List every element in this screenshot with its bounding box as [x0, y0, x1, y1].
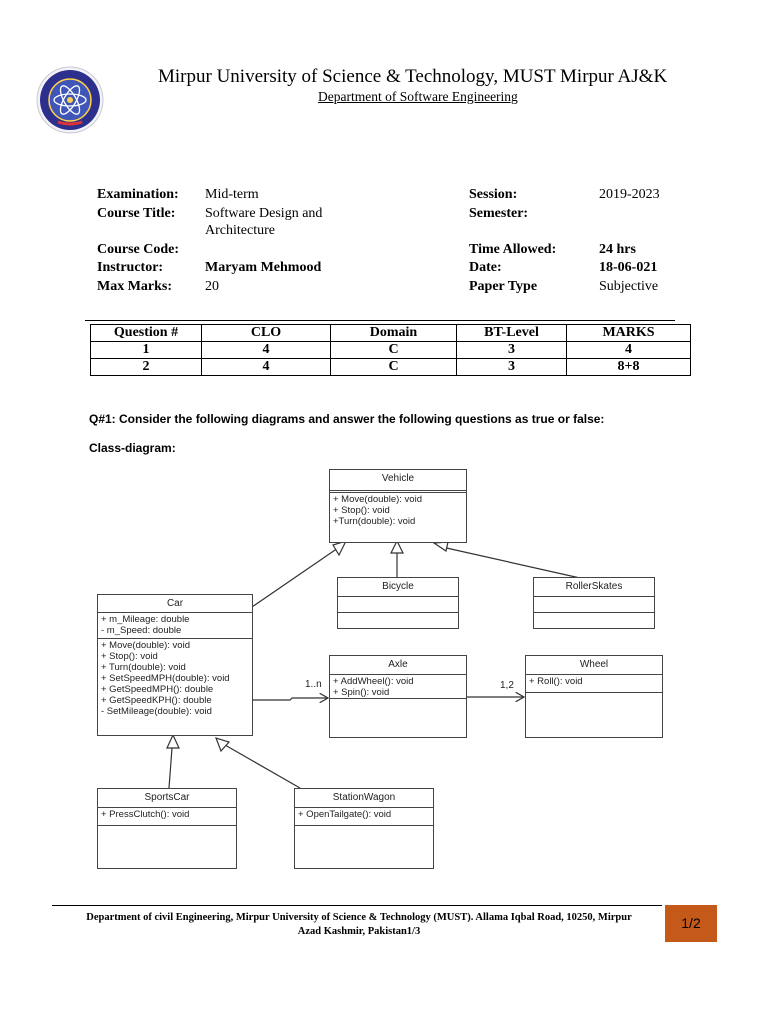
- question-1-text: Q#1: Consider the following diagrams and answer the following questions as true or false:: [89, 412, 605, 426]
- operation: + Roll(): void: [529, 676, 583, 687]
- operation: + Turn(double): void: [101, 662, 186, 673]
- operations-section: [330, 675, 466, 699]
- header-question: Question #: [91, 325, 202, 342]
- operation: + GetSpeedMPH(): double: [101, 684, 214, 695]
- class-name: Bicycle: [338, 578, 458, 597]
- operation: + Move(double): void: [101, 640, 190, 651]
- operation: + Spin(): void: [333, 687, 390, 698]
- course-title-value-line2: Architecture: [205, 223, 275, 238]
- attribute: + m_Mileage: double: [101, 614, 190, 625]
- operation: + Stop(): void: [333, 505, 390, 516]
- multiplicity-car-axle: 1..n: [305, 679, 322, 690]
- class-car: [97, 594, 253, 736]
- header-marks: MARKS: [567, 325, 691, 342]
- class-vehicle: [329, 469, 467, 543]
- class-name: Axle: [330, 656, 466, 675]
- operation: + AddWheel(): void: [333, 676, 414, 687]
- footer-line-1: Department of civil Engineering, Mirpur University of Science & Technology (MUST). Allama Iqbal Road, 10250, Mirpur: [86, 912, 632, 923]
- class-name: RollerSkates: [534, 578, 654, 597]
- cell-clo: 4: [202, 359, 331, 376]
- generalization-stationwagon-car: [225, 745, 300, 788]
- class-name: StationWagon: [295, 789, 433, 808]
- page-number-badge: 1/2: [665, 905, 717, 942]
- max-marks-value: 20: [205, 279, 219, 294]
- class-wheel: [525, 655, 663, 738]
- attributes-section: [98, 613, 252, 639]
- generalization-rollerskates-vehicle: [442, 547, 580, 578]
- class-name: Vehicle: [330, 470, 466, 491]
- class-sportscar: [97, 788, 237, 869]
- empty-section: [98, 826, 236, 859]
- empty-section: [526, 693, 662, 726]
- operations-section: [534, 613, 654, 628]
- class-axle: [329, 655, 467, 738]
- operation: + GetSpeedKPH(): double: [101, 695, 212, 706]
- session-label: Session:: [469, 187, 518, 202]
- operation: + OpenTailgate(): void: [298, 809, 392, 820]
- association-car-axle: [252, 698, 328, 700]
- operation: + Stop(): void: [101, 651, 158, 662]
- class-bicycle: [337, 577, 459, 629]
- session-value: 2019-2023: [599, 187, 660, 202]
- cell-domain: C: [331, 359, 457, 376]
- cell-marks: 8+8: [567, 359, 691, 376]
- course-title-value-line1: Software Design and: [205, 206, 323, 221]
- course-code-label: Course Code:: [97, 242, 180, 257]
- operation: - SetMileage(double): void: [101, 706, 212, 717]
- cell-bt-level: 3: [457, 342, 567, 359]
- cell-domain: C: [331, 342, 457, 359]
- semester-label: Semester:: [469, 206, 529, 221]
- generalization-sportscar-car: [169, 748, 172, 788]
- multiplicity-axle-wheel: 1,2: [500, 680, 514, 691]
- operations-section: [338, 613, 458, 628]
- cell-question: 1: [91, 342, 202, 359]
- time-allowed-value: 24 hrs: [599, 242, 636, 257]
- paper-type-label: Paper Type: [469, 279, 538, 294]
- class-name: SportsCar: [98, 789, 236, 808]
- operations-section: [330, 493, 466, 529]
- operations-section: [526, 675, 662, 693]
- attribute: - m_Speed: double: [101, 625, 182, 636]
- inheritance-arrowhead: [434, 542, 448, 551]
- empty-section: [330, 699, 466, 722]
- operations-section: [98, 808, 236, 826]
- inheritance-arrowhead: [167, 735, 179, 748]
- class-name: Wheel: [526, 656, 662, 675]
- date-label: Date:: [469, 260, 502, 275]
- attributes-section: [534, 597, 654, 613]
- course-title-label: Course Title:: [97, 206, 176, 221]
- examination-label: Examination:: [97, 187, 179, 202]
- instructor-label: Instructor:: [97, 260, 164, 275]
- footer-divider: [52, 905, 662, 906]
- footer-address: [54, 911, 664, 939]
- examination-value: Mid-term: [205, 187, 259, 202]
- university-title: Mirpur University of Science & Technology, MUST Mirpur AJ&K: [158, 66, 668, 87]
- class-name: Car: [98, 595, 252, 613]
- inheritance-arrowhead: [216, 738, 229, 751]
- footer-line-2: Azad Kashmir, Pakistan1/3: [297, 926, 421, 937]
- attributes-section: [338, 597, 458, 613]
- diagram-label: Class-diagram:: [89, 441, 176, 455]
- header-clo: CLO: [202, 325, 331, 342]
- max-marks-label: Max Marks:: [97, 279, 173, 294]
- empty-section: [295, 826, 433, 859]
- instructor-value: Maryam Mehmood: [205, 260, 322, 275]
- header-bt-level: BT-Level: [457, 325, 567, 342]
- department-title: Department of Software Engineering: [318, 89, 518, 104]
- cell-bt-level: 3: [457, 359, 567, 376]
- inheritance-arrowhead: [333, 541, 346, 555]
- operation: + Move(double): void: [333, 494, 422, 505]
- generalization-car-vehicle: [252, 548, 338, 607]
- time-allowed-label: Time Allowed:: [469, 242, 557, 257]
- class-rollerskates: [533, 577, 655, 629]
- operations-section: [295, 808, 433, 826]
- operation: + SetSpeedMPH(double): void: [101, 673, 230, 684]
- cell-question: 2: [91, 359, 202, 376]
- paper-type-value: Subjective: [599, 279, 659, 294]
- operations-section: [98, 639, 252, 719]
- date-value: 18-06-021: [599, 260, 658, 275]
- class-stationwagon: [294, 788, 434, 869]
- operation: + PressClutch(): void: [101, 809, 190, 820]
- cell-clo: 4: [202, 342, 331, 359]
- cell-marks: 4: [567, 342, 691, 359]
- header-domain: Domain: [331, 325, 457, 342]
- operation: +Turn(double): void: [333, 516, 416, 527]
